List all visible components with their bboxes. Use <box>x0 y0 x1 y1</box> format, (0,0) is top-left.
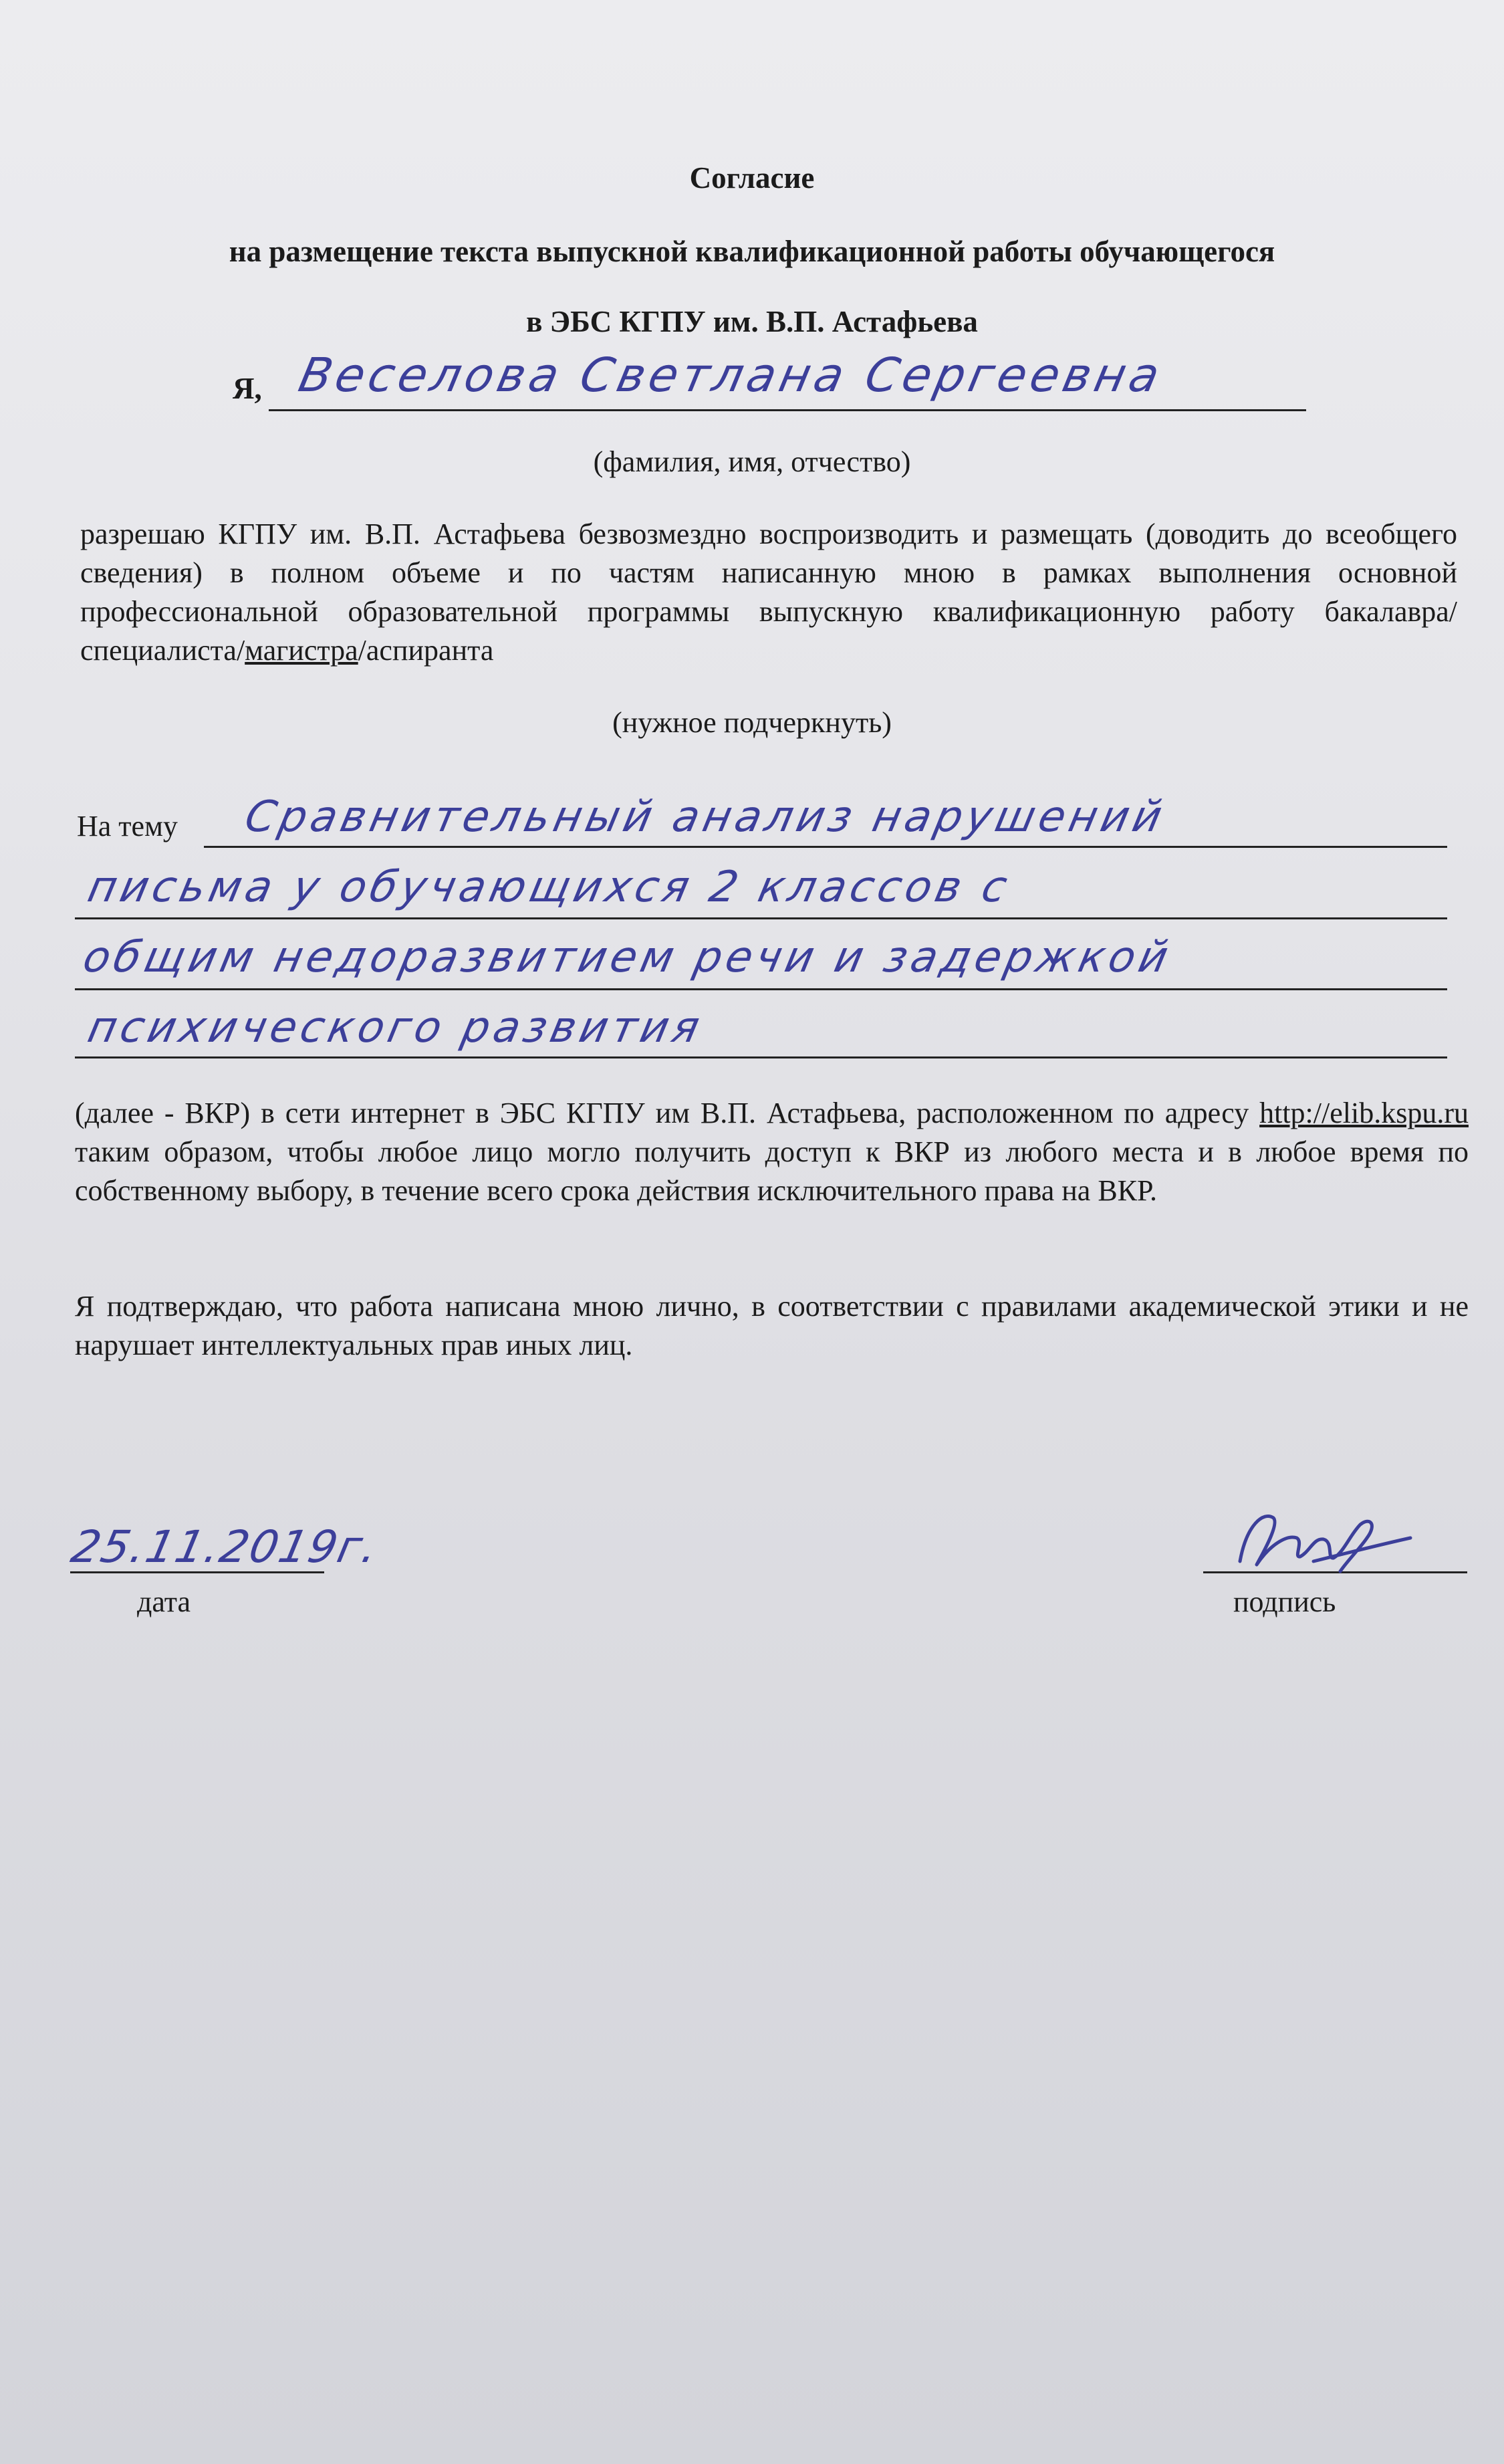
handwritten-topic-line: общим недоразвитием речи и задержкой <box>79 933 1176 982</box>
document-subtitle-org: в ЭБС КГПУ им. В.П. Астафьева <box>526 305 978 338</box>
signature-label: подпись <box>1233 1585 1336 1618</box>
permission-paragraph <box>80 515 1457 670</box>
handwritten-name: Веселова Светлана Сергеевна <box>294 348 1168 403</box>
internet-text: (далее - ВКР) в сети интернет в ЭБС КГПУ им В.П. Астафьева, расположенном по адресу <box>75 1097 1260 1129</box>
document-title: Согласие <box>689 161 815 195</box>
topic-line-3 <box>75 988 1447 990</box>
elib-link[interactable]: http://elib.kspu.ru <box>1259 1097 1469 1129</box>
date-label: дата <box>137 1585 191 1618</box>
name-underline <box>269 409 1306 411</box>
topic-line-4 <box>75 1056 1447 1058</box>
topic-label: На тему <box>77 810 178 843</box>
handwritten-topic-line: психического развития <box>84 1003 708 1052</box>
confirmation-paragraph: Я подтверждаю, что работа написана мною лично, в соответствии с правилами академической этики и не нарушает интеллектуальных прав иных лиц. <box>75 1290 1469 1361</box>
topic-line-1 <box>204 846 1447 848</box>
signature-scribble-icon <box>1233 1498 1420 1585</box>
permission-text-end: /аспиранта <box>358 634 494 667</box>
name-caption: (фамилия, имя, отчество) <box>593 445 911 478</box>
name-prefix: Я, <box>233 372 262 405</box>
internet-text-end: таким образом, чтобы любое лицо могло получить доступ к ВКР из любого места и в любое время по собственному выбору, в течение всего срока действия исключительного права на ВКР. <box>75 1135 1469 1207</box>
handwritten-topic-line: Сравнительный анализ нарушений <box>241 792 1170 842</box>
underlined-degree: магистра <box>245 634 358 667</box>
underline-hint: (нужное подчеркнуть) <box>612 706 892 739</box>
document-subtitle: на размещение текста выпускной квалификационной работы обучающегося <box>229 235 1275 268</box>
internet-paragraph <box>75 1094 1469 1210</box>
topic-line-2 <box>75 917 1447 919</box>
handwritten-topic-line: письма у обучающихся 2 классов с <box>84 863 1015 912</box>
handwritten-date: 25.11.2019г. <box>67 1521 384 1573</box>
permission-text: разрешаю КГПУ им. В.П. Астафьева безвозмездно воспроизводить и размещать (доводить до всеобщего сведения) в полном объеме и по частям написанную мною в рамках выполнения основной профессиональной образовательной программы выпускную квалификационную работу бакалавра/специалиста/ <box>80 518 1457 667</box>
